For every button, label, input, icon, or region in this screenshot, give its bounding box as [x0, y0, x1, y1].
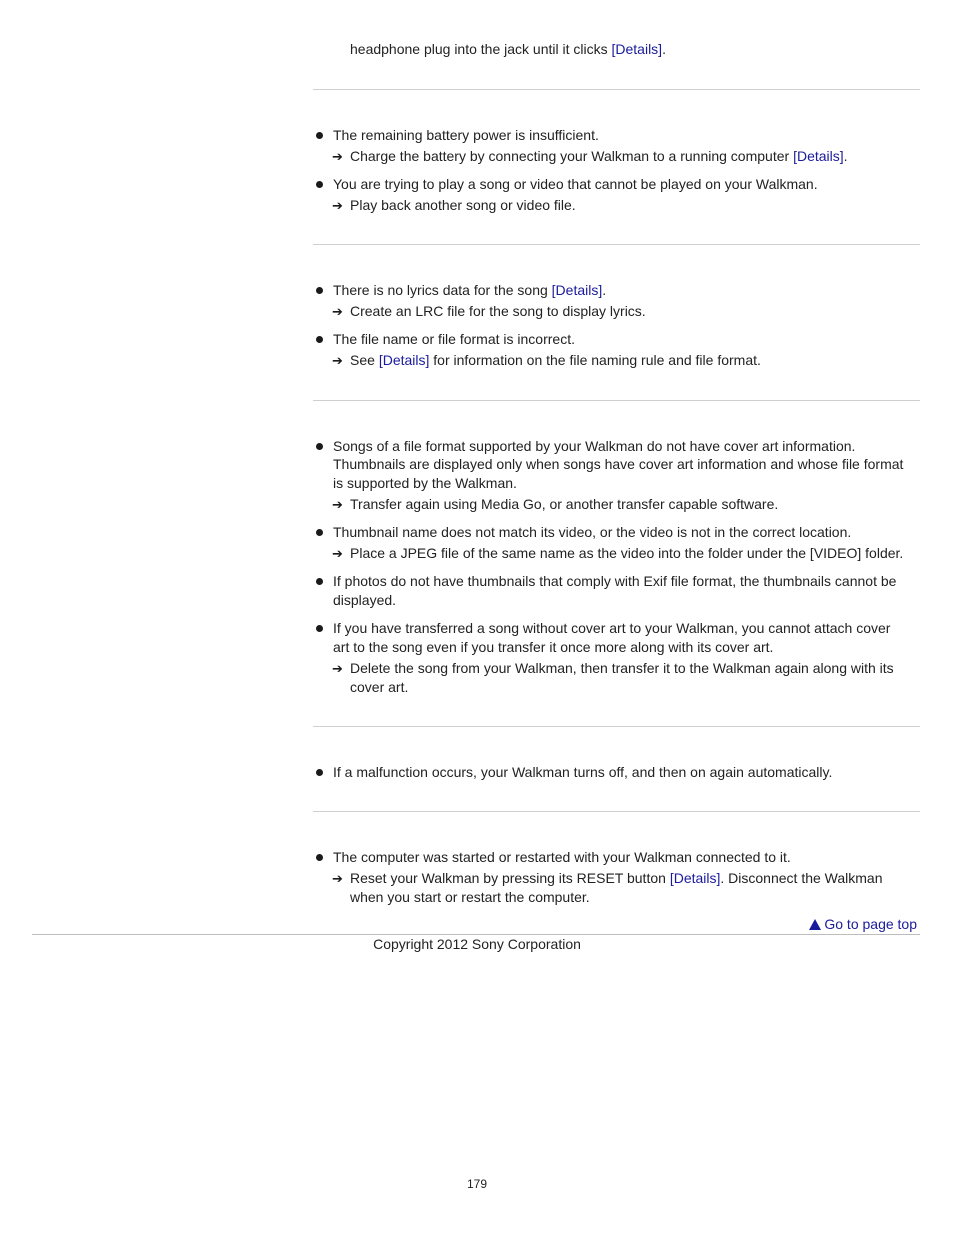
cause-text: The file name or file format is incorrect.: [333, 331, 575, 347]
remedy-text: Transfer again using Media Go, or another transfer capable software.: [350, 496, 779, 512]
arrow-right-icon: ➔: [332, 871, 343, 886]
details-link[interactable]: [Details]: [793, 148, 844, 164]
cause-text: Songs of a file format supported by your Walkman do not have cover art information.: [333, 438, 856, 454]
remedy-text: Delete the song from your Walkman, then transfer it to the Walkman again along with its: [350, 660, 894, 676]
remedy-text: when you start or restart the computer.: [350, 889, 590, 905]
cause-text: If a malfunction occurs, your Walkman turns off, and then on again automatically.: [333, 764, 833, 780]
section-divider: [313, 400, 920, 401]
bullet-icon: [316, 132, 323, 139]
cause-text: If you have transferred a song without cover art to your Walkman, you cannot attach cover: [333, 620, 891, 636]
details-link[interactable]: [Details]: [611, 41, 663, 57]
bullet-icon: [316, 854, 323, 861]
triangle-up-icon: [809, 919, 821, 930]
section-divider: [313, 89, 920, 90]
go-to-page-top-link[interactable]: Go to page top: [809, 915, 917, 934]
cause-text: You are trying to play a song or video that cannot be played on your Walkman.: [333, 176, 818, 192]
bullet-icon: [316, 443, 323, 450]
remedy-text: Play back another song or video file.: [350, 197, 576, 213]
remedy-text: cover art.: [350, 679, 409, 695]
bullet-icon: [316, 769, 323, 776]
arrow-right-icon: ➔: [332, 149, 343, 164]
cause-text: is supported by the Walkman.: [333, 475, 517, 491]
cause-text: Thumbnails are displayed only when songs have cover art information and whose file format: [333, 456, 904, 472]
arrow-right-icon: ➔: [332, 198, 343, 213]
arrow-right-icon: ➔: [332, 304, 343, 319]
details-link[interactable]: [Details]: [669, 870, 721, 886]
cause-text: art to the song even if you transfer it once more along with its cover art.: [333, 639, 774, 655]
remedy-text: Reset your Walkman by pressing its RESET button [Details]. Disconnect the Walkman: [350, 870, 883, 886]
bullet-icon: [316, 181, 323, 188]
remedy-text: Charge the battery by connecting your Walkman to a running computer [Details].: [350, 148, 848, 164]
bullet-icon: [316, 625, 323, 632]
copyright-text: Copyright 2012 Sony Corporation: [373, 936, 581, 952]
section-divider: [313, 811, 920, 812]
cause-text: displayed.: [333, 592, 397, 608]
cause-text: The computer was started or restarted with your Walkman connected to it.: [333, 849, 791, 865]
intro-line: headphone plug into the jack until it clicks [Details].: [350, 41, 666, 57]
page-number: 179: [466, 1177, 488, 1191]
cause-text: The remaining battery power is insufficient.: [333, 127, 599, 143]
remedy-text: Create an LRC file for the song to display lyrics.: [350, 303, 646, 319]
remedy-text: See [Details] for information on the file naming rule and file format.: [350, 352, 761, 368]
section-divider: [313, 726, 920, 727]
section-divider: [313, 244, 920, 245]
bullet-icon: [316, 287, 323, 294]
cause-text: If photos do not have thumbnails that comply with Exif file format, the thumbnails cannot be: [333, 573, 897, 589]
bullet-icon: [316, 336, 323, 343]
arrow-right-icon: ➔: [332, 661, 343, 676]
bullet-icon: [316, 529, 323, 536]
remedy-text: Place a JPEG file of the same name as the video into the folder under the [VIDEO] folder.: [350, 545, 904, 561]
bullet-icon: [316, 578, 323, 585]
details-link[interactable]: [Details]: [378, 352, 430, 368]
arrow-right-icon: ➔: [332, 353, 343, 368]
cause-text: Thumbnail name does not match its video, or the video is not in the correct location.: [333, 524, 852, 540]
arrow-right-icon: ➔: [332, 546, 343, 561]
arrow-right-icon: ➔: [332, 497, 343, 512]
details-link[interactable]: [Details]: [551, 282, 603, 298]
cause-text: There is no lyrics data for the song [Details].: [333, 282, 607, 298]
